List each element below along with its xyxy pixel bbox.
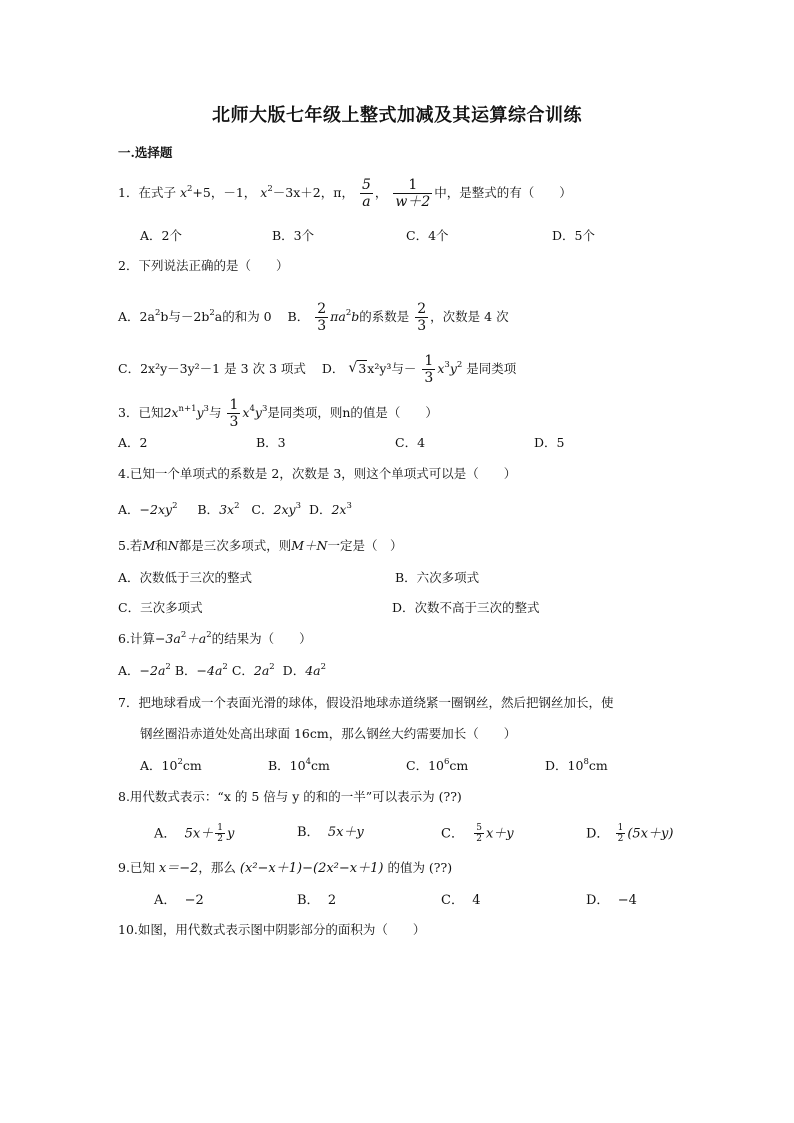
question-7-line-1: 7．把地球看成一个表面光滑的球体，假设沿地球赤道绕紧一圈钢丝，然后把钢丝加长，使 [118,695,614,710]
q6-option-d[interactable]: D．$4a^2$ [282,662,327,678]
square-root-3: √ 3 [348,363,367,376]
q8-option-c[interactable]: C． $\frac{5}{2}$ x＋y [441,823,514,845]
q1-option-c[interactable]: C．4个 [406,228,449,243]
question-7-line-2: 钢丝圈沿赤道处处高出球面 16cm，那么钢丝大约需要加长（ ） [140,726,517,741]
question-8-stem: 8.用代数式表示：“x 的 5 倍与 y 的和的一半”可以表示为 (??) [118,789,462,804]
question-10-stem: 10.如图，用代数式表示图中阴影部分的面积为（ ） [118,922,426,937]
fraction-2-over-3-b: $\frac{2}{3}$ [417,301,427,335]
q7-option-b[interactable]: B．$10^4cm$ [268,757,330,773]
fraction-1-over-3-q3: $\frac{1}{3}$ [229,397,239,431]
q4-option-a[interactable]: A．$-2xy^2$ [118,501,178,517]
q5-option-b[interactable]: B．六次多项式 [395,570,480,585]
q7-option-a[interactable]: A．$10^2cm$ [140,757,202,773]
q1-option-b[interactable]: B．3个 [272,228,315,243]
fraction-5-over-a: $\frac{5}{a}$ [361,177,371,211]
q8-option-b[interactable]: B． 5x＋y [297,825,364,840]
question-2-stem: 2．下列说法正确的是（ ） [118,258,289,273]
fraction-1-over-3: $\frac{1}{3}$ [424,353,434,387]
q9-option-a[interactable]: A． −2 [154,893,204,908]
q4-option-c[interactable]: C．$2xy^3$ [251,501,301,517]
q8-option-a[interactable]: A． 5x＋ $\frac{1}{2}$ y [154,823,235,845]
q6-option-b[interactable]: B．$-4a^2$ [174,662,228,678]
q6-option-c[interactable]: C．$2a^2$ [231,662,275,678]
q5-option-c[interactable]: C．三次多项式 [118,600,203,615]
q9-option-c[interactable]: C． 4 [441,893,481,908]
q2-option-c-d[interactable]: C．2x²y－3y²－1 是 3 次 3 项式 D． √ 3x²y³与－ $\frac{1}{3}$ $x^3y^2$ 是同类项 [118,353,516,386]
q6-option-a[interactable]: A．$-2a^2$ [118,662,171,678]
q9-option-d[interactable]: D． −4 [586,893,637,908]
q7-option-c[interactable]: C．$10^6cm$ [406,757,469,773]
q1-option-d[interactable]: D．5个 [552,228,595,243]
q6-options [118,662,327,678]
fraction-1-over-w-plus-2: $\frac{1}{w+2}$ [395,177,431,211]
q7-option-d[interactable]: D．$10^8cm$ [545,757,608,773]
q5-option-d[interactable]: D．次数不高于三次的整式 [392,600,540,615]
fraction-2-over-3: $\frac{2}{3}$ [317,301,327,335]
question-6-stem: 6.计算$-3a^2+a^2$的结果为（ ） [118,630,312,646]
q3-option-d[interactable]: D．5 [534,435,565,450]
q2-option-a-b[interactable]: A．$2a^2b$与$-2b^2a$的和为 0 B． $\frac{2}{3}$ $\pi a^2b$的系数是 $\frac{2}{3}$ ，次数是 4 次 [118,301,509,335]
q4-option-b[interactable]: B．$3x^2$ [197,501,240,517]
question-9-stem: 9.已知 x＝−2，那么 (x²−x＋1)−(2x²−x＋1) 的值为 (??) [118,860,453,876]
q5-option-a[interactable]: A．次数低于三次的整式 [118,570,253,585]
question-5-stem: 5.若M和N都是三次多项式，则M＋N一定是（ ） [118,538,403,553]
q4-option-d[interactable]: D．$2x^3$ [308,501,352,517]
q3-option-b[interactable]: B．3 [256,435,286,450]
q3-option-c[interactable]: C．4 [395,435,426,450]
q3-option-a[interactable]: A．2 [118,435,148,450]
q9-option-b[interactable]: B． 2 [297,893,337,908]
page-title: 北师大版七年级上整式加减及其运算综合训练 [212,105,582,126]
question-3-stem: 3．已知$2x^{n+1}y^3$与 $\frac{1}{3}$ $x^4y^3$是同类项，则n的值是（ ） [118,397,438,431]
section-heading: 一.选择题 [118,145,173,160]
q4-options [118,501,352,517]
question-1-stem: 1．在式子 $x^2+5$，－1， $x^2-3x+2$，π， $\frac{5}{a}$ ， $\frac{1}{w+2}$ 中，是整式的有（ ） [118,177,572,211]
question-4-stem: 4.已知一个单项式的系数是 2，次数是 3，则这个单项式可以是（ ） [118,466,517,481]
q8-option-d[interactable]: D． $\frac{1}{2}$ (5x＋y) [586,823,674,845]
q1-option-a[interactable]: A．2个 [140,228,182,243]
